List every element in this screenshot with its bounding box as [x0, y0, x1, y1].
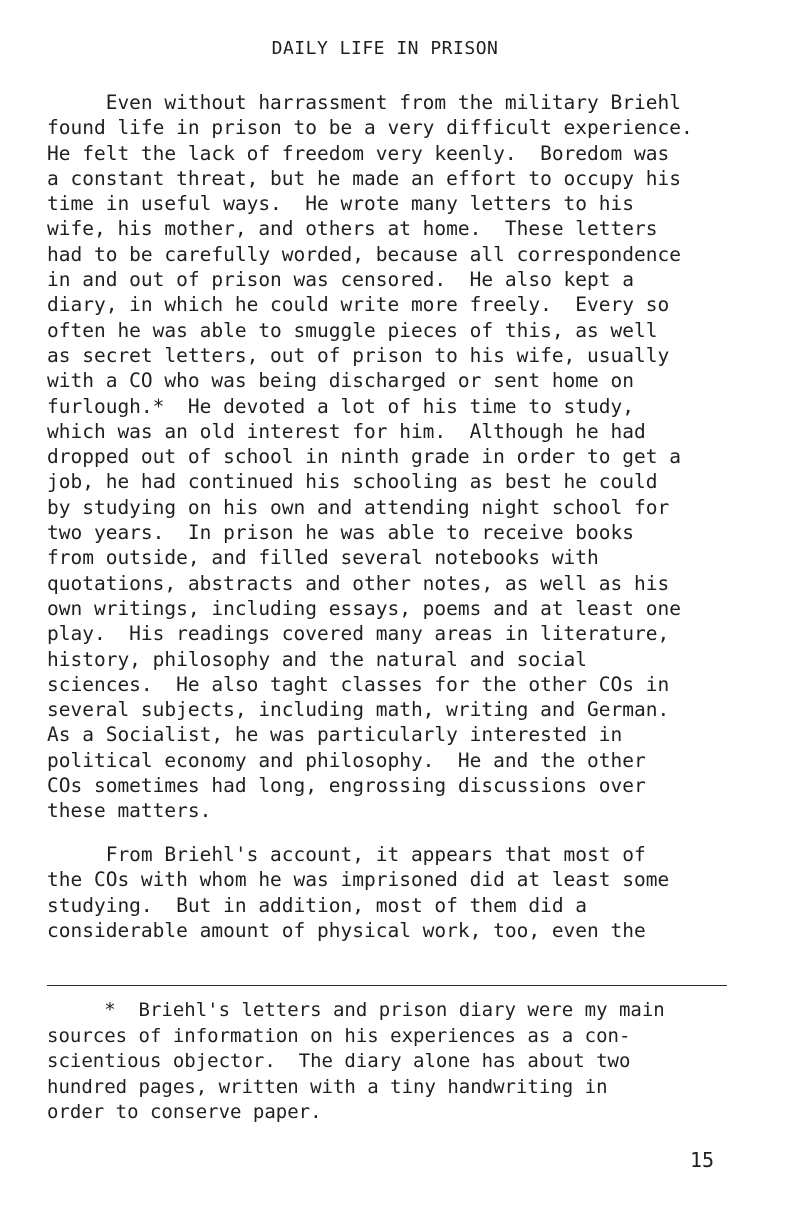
text-line: two years. In prison he was able to receive books — [47, 521, 634, 545]
text-line: wife, his mother, and others at home. These letters — [47, 217, 658, 241]
text-line: Even without harrassment from the military Briehl — [47, 91, 681, 114]
text-line: quotations, abstracts and other notes, as well as his — [47, 571, 670, 595]
text-line: sciences. He also taght classes for the other COs in — [47, 672, 670, 696]
text-line: scientious objector. The diary alone has about two — [47, 1050, 631, 1072]
text-line: these matters. — [47, 799, 212, 823]
text-line: found life in prison to be a very difficult experience. — [47, 116, 693, 140]
text-line: COs sometimes had long, engrossing discussions over — [47, 774, 646, 798]
text-line: the COs with whom he was imprisoned did at least some — [47, 868, 670, 892]
text-line: furlough.* He devoted a lot of his time to study, — [47, 394, 634, 418]
text-line: * Briehl's letters and prison diary were my main — [47, 999, 665, 1021]
text-line: in and out of prison was censored. He also kept a — [47, 268, 634, 292]
text-line: time in useful ways. He wrote many letters to his — [47, 192, 634, 216]
text-line: order to conserve paper. — [47, 1101, 322, 1123]
footnote-divider — [47, 985, 727, 986]
page-heading: DAILY LIFE IN PRISON — [271, 38, 499, 59]
text-line: history, philosophy and the natural and social — [47, 647, 588, 671]
text-line: which was an old interest for him. Although he had — [47, 419, 646, 443]
text-line: as secret letters, out of prison to his wife, usually — [47, 343, 670, 367]
text-line: hundred pages, written with a tiny handwriting in — [47, 1075, 608, 1098]
text-line: own writings, including essays, poems and at least one — [47, 596, 681, 620]
text-line: As a Socialist, he was particularly interested in — [47, 723, 623, 747]
text-line: dropped out of school in ninth grade in order to get a — [47, 445, 681, 469]
paragraph-cos-studying — [47, 842, 777, 943]
text-line: considerable amount of physical work, too, even the — [47, 918, 646, 942]
text-line: several subjects, including math, writing and German. — [47, 698, 670, 722]
text-line: by studying on his own and attending night school for — [47, 495, 670, 519]
text-line: often he was able to smuggle pieces of this, as well — [47, 318, 658, 342]
text-line: play. His readings covered many areas in literature, — [47, 622, 670, 646]
text-line: from outside, and filled several notebooks with — [47, 546, 599, 570]
page-number: 15 — [690, 1148, 715, 1172]
paragraph-daily-life — [47, 90, 777, 824]
text-line: with a CO who was being discharged or sent home on — [47, 369, 634, 393]
text-line: job, he had continued his schooling as best he could — [47, 470, 658, 494]
text-line: diary, in which he could write more freely. Every so — [47, 293, 670, 317]
footnote — [47, 998, 777, 1126]
text-line: From Briehl's account, it appears that most of — [47, 843, 646, 866]
text-line: He felt the lack of freedom very keenly. Boredom was — [47, 141, 670, 165]
text-line: a constant threat, but he made an effort to occupy his — [47, 166, 681, 190]
text-line: studying. But in addition, most of them did a — [47, 893, 588, 917]
text-line: sources of information on his experiences as a con- — [47, 1024, 631, 1047]
text-line: political economy and philosophy. He and the other — [47, 748, 646, 772]
text-line: had to be carefully worded, because all correspondence — [47, 242, 681, 266]
